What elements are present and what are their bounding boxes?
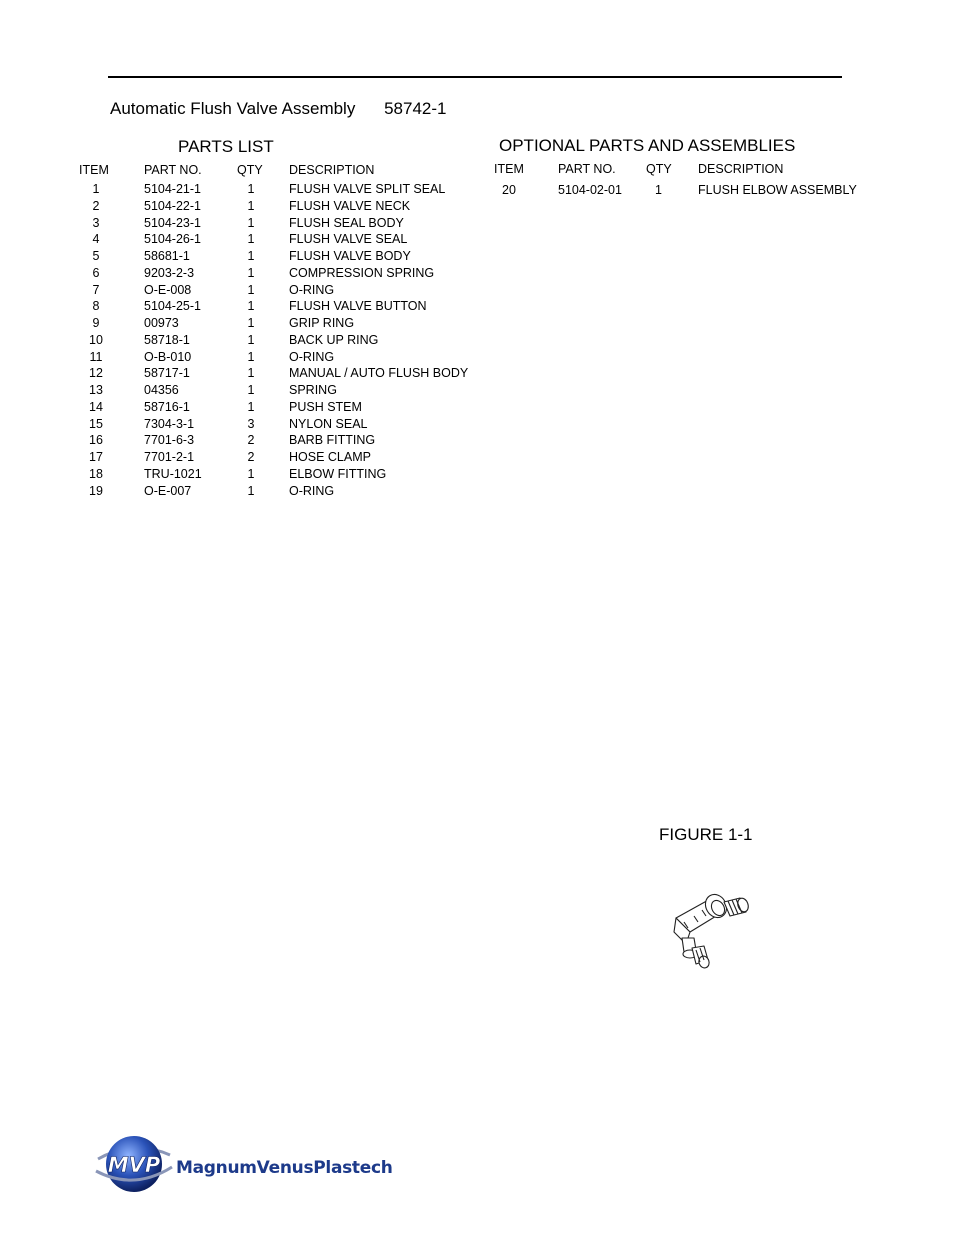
- column-header-item: ITEM: [494, 162, 524, 176]
- description: FLUSH VALVE BODY: [289, 249, 411, 263]
- description: ELBOW FITTING: [289, 466, 387, 481]
- item-number: 11: [89, 349, 103, 364]
- description: O-RING: [289, 349, 335, 364]
- optional-header-row: [494, 162, 914, 181]
- description: BACK UP RING: [289, 332, 379, 347]
- logo-mark-text: MVP: [107, 1153, 161, 1177]
- item-number: 7: [92, 282, 100, 297]
- part-number: 58716-1: [144, 399, 190, 414]
- flush-elbow-assembly-drawing: [664, 888, 756, 970]
- document-title: [110, 99, 446, 119]
- table-row: [81, 199, 501, 216]
- assembly-part-number: 58742-1: [384, 99, 447, 118]
- description: O-RING: [289, 282, 335, 297]
- part-number: O-B-010: [144, 349, 192, 364]
- quantity: 1: [247, 299, 255, 314]
- item-number: 1: [92, 182, 100, 196]
- description: HOSE CLAMP: [289, 450, 371, 464]
- quantity: 1: [247, 316, 255, 330]
- column-header-qty: QTY: [646, 162, 672, 176]
- part-number: 00973: [144, 316, 179, 330]
- quantity: 1: [247, 249, 255, 263]
- item-number: 3: [92, 215, 100, 230]
- table-row: [81, 232, 501, 249]
- description: FLUSH ELBOW ASSEMBLY: [698, 183, 857, 197]
- parts-list-header-row: [81, 163, 501, 182]
- item-number: 20: [502, 183, 516, 197]
- mvp-logo: [94, 1133, 174, 1195]
- part-number: 7304-3-1: [144, 416, 195, 431]
- header-rule: [108, 76, 842, 78]
- part-number: O-E-008: [144, 282, 192, 297]
- quantity: 2: [247, 450, 255, 464]
- column-header-description: DESCRIPTION: [289, 163, 375, 177]
- description: FLUSH VALVE BUTTON: [289, 299, 427, 314]
- description: PUSH STEM: [289, 399, 362, 414]
- item-number: 14: [89, 399, 103, 414]
- quantity: 1: [247, 349, 255, 364]
- table-row: [81, 433, 501, 450]
- item-number: 18: [89, 466, 103, 481]
- table-row: [81, 417, 501, 434]
- item-number: 19: [89, 483, 103, 498]
- column-header-description: DESCRIPTION: [698, 162, 784, 176]
- part-number: 5104-25-1: [144, 299, 201, 314]
- item-number: 8: [92, 299, 100, 314]
- quantity: 1: [247, 215, 255, 230]
- table-row: [81, 484, 501, 501]
- table-row: [81, 350, 501, 367]
- optional-parts-table: [494, 162, 914, 200]
- part-number: 5104-22-1: [144, 198, 201, 213]
- item-number: 6: [92, 265, 100, 280]
- quantity: 1: [247, 399, 255, 414]
- table-row: [81, 366, 501, 383]
- part-number: 5104-21-1: [144, 182, 201, 196]
- quantity: 3: [247, 416, 255, 431]
- part-number: 7701-6-3: [144, 433, 195, 448]
- item-number: 17: [89, 450, 103, 464]
- table-row: [81, 316, 501, 333]
- quantity: 1: [655, 183, 662, 197]
- item-number: 12: [89, 366, 103, 381]
- table-row: [81, 266, 501, 283]
- column-header-part-no: PART NO.: [558, 162, 616, 176]
- quantity: 1: [247, 198, 255, 213]
- table-row: [494, 183, 914, 200]
- part-number: 58681-1: [144, 249, 190, 263]
- item-number: 4: [92, 232, 100, 247]
- table-row: [81, 216, 501, 233]
- description: FLUSH SEAL BODY: [289, 215, 404, 230]
- part-number: 58718-1: [144, 332, 190, 347]
- item-number: 9: [92, 316, 100, 330]
- table-row: [81, 400, 501, 417]
- quantity: 1: [247, 366, 255, 381]
- item-number: 13: [89, 383, 103, 397]
- part-number: 5104-26-1: [144, 232, 201, 247]
- quantity: 1: [247, 483, 255, 498]
- description: O-RING: [289, 483, 335, 498]
- quantity: 1: [247, 182, 255, 196]
- table-row: [81, 467, 501, 484]
- quantity: 1: [247, 332, 255, 347]
- item-number: 5: [92, 249, 100, 263]
- part-number: 5104-23-1: [144, 215, 201, 230]
- column-header-qty: QTY: [237, 163, 263, 177]
- item-number: 16: [89, 433, 103, 448]
- item-number: 10: [89, 332, 103, 347]
- table-row: [81, 333, 501, 350]
- part-number: 9203-2-3: [144, 265, 195, 280]
- description: COMPRESSION SPRING: [289, 265, 435, 280]
- part-number: TRU-1021: [144, 466, 202, 481]
- parts-list-table: [81, 163, 501, 500]
- item-number: 15: [89, 416, 103, 431]
- quantity: 1: [247, 466, 255, 481]
- part-number: 58717-1: [144, 366, 190, 381]
- quantity: 1: [247, 383, 255, 397]
- item-number: 2: [92, 198, 100, 213]
- table-row: [81, 450, 501, 467]
- part-number: 5104-02-01: [558, 183, 622, 197]
- description: FLUSH VALVE SEAL: [289, 232, 408, 247]
- description: MANUAL / AUTO FLUSH BODY: [289, 366, 469, 381]
- table-row: [81, 249, 501, 266]
- part-number: 04356: [144, 383, 179, 397]
- column-header-part-no: PART NO.: [144, 163, 202, 177]
- table-row: [81, 383, 501, 400]
- description: FLUSH VALVE NECK: [289, 198, 411, 213]
- description: GRIP RING: [289, 316, 355, 330]
- column-header-item: ITEM: [79, 163, 109, 177]
- description: NYLON SEAL: [289, 416, 368, 431]
- quantity: 2: [247, 433, 255, 448]
- company-name: MagnumVenusPlastech: [176, 1158, 393, 1178]
- optional-parts-title: OPTIONAL PARTS AND ASSEMBLIES: [499, 136, 796, 155]
- part-number: O-E-007: [144, 483, 192, 498]
- quantity: 1: [247, 265, 255, 280]
- quantity: 1: [247, 232, 255, 247]
- parts-list-title: PARTS LIST: [178, 137, 274, 156]
- table-row: [81, 182, 501, 199]
- description: FLUSH VALVE SPLIT SEAL: [289, 182, 446, 196]
- assembly-name: Automatic Flush Valve Assembly: [110, 99, 356, 118]
- table-row: [81, 283, 501, 300]
- description: SPRING: [289, 383, 337, 397]
- description: BARB FITTING: [289, 433, 376, 448]
- quantity: 1: [247, 282, 255, 297]
- table-row: [81, 299, 501, 316]
- part-number: 7701-2-1: [144, 450, 195, 464]
- figure-label: FIGURE 1-1: [659, 825, 753, 844]
